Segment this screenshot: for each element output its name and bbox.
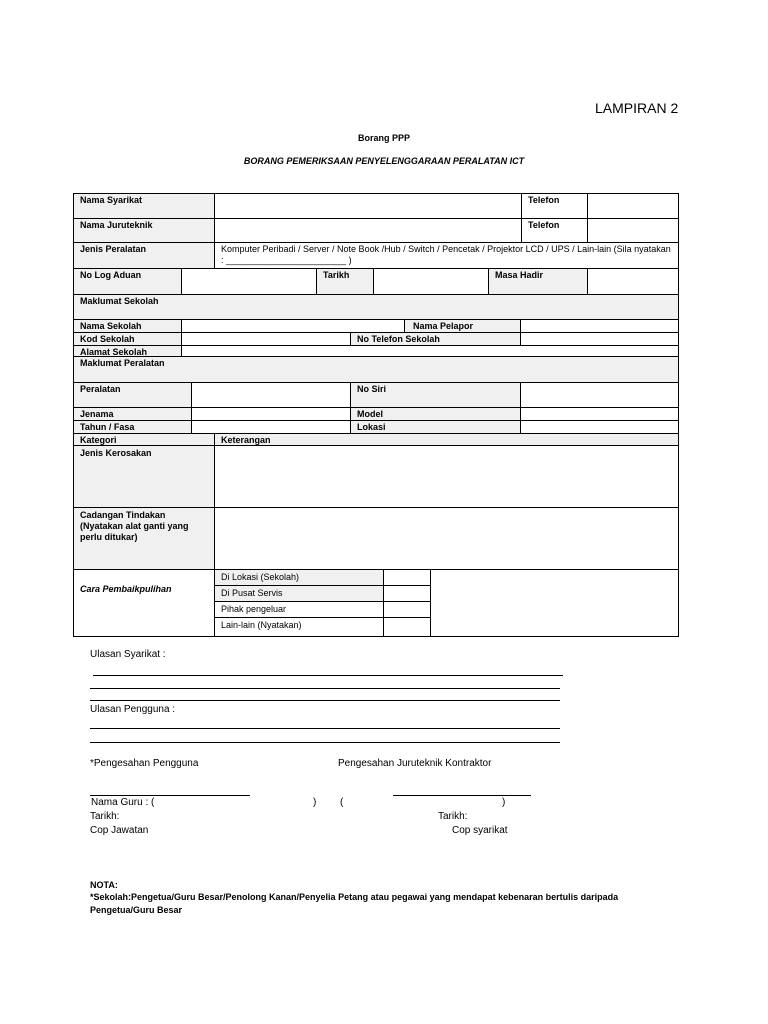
label-peralatan: Peralatan — [73, 382, 192, 408]
label-jenis-peralatan: Jenis Peralatan — [73, 242, 215, 269]
label-jenama: Jenama — [73, 407, 192, 421]
juruteknik-open-paren: ( — [340, 797, 344, 808]
checkbox-lain-lain[interactable] — [383, 617, 431, 637]
ulasan-syarikat-line-2[interactable] — [90, 688, 560, 689]
input-jenama[interactable] — [191, 407, 351, 421]
section-maklumat-sekolah: Maklumat Sekolah — [73, 294, 679, 320]
label-keterangan: Keterangan — [214, 433, 679, 446]
input-kod-sekolah[interactable] — [181, 332, 351, 346]
input-tahun-fasa[interactable] — [191, 420, 351, 434]
label-nama-syarikat: Nama Syarikat — [73, 193, 215, 219]
ulasan-syarikat-label: Ulasan Syarikat : — [90, 649, 166, 660]
ulasan-syarikat-line-3[interactable] — [90, 700, 560, 701]
inspection-form-table — [73, 193, 679, 637]
label-tahun-fasa: Tahun / Fasa — [73, 420, 192, 434]
checkbox-di-lokasi[interactable] — [383, 569, 431, 586]
ulasan-pengguna-line-2[interactable] — [90, 742, 560, 743]
form-title: BORANG PEMERIKSAAN PENYELENGGARAAN PERALATAN ICT — [243, 156, 525, 166]
checkbox-pusat-servis[interactable] — [383, 585, 431, 602]
label-no-log-aduan: No Log Aduan — [73, 268, 182, 295]
label-no-telefon-sekolah: No Telefon Sekolah — [350, 332, 521, 346]
input-telefon-2[interactable] — [587, 218, 679, 243]
label-alamat-sekolah: Alamat Sekolah — [73, 345, 182, 357]
input-nama-juruteknik[interactable] — [214, 218, 522, 243]
label-lokasi: Lokasi — [350, 420, 521, 434]
label-masa-hadir: Masa Hadir — [488, 268, 588, 295]
ulasan-syarikat-line-1[interactable] — [93, 675, 563, 676]
nota-line-2: Pengetua/Guru Besar — [90, 905, 183, 915]
repair-option-pusat-servis: Di Pusat Servis — [214, 585, 384, 602]
nama-guru-label: Nama Guru : ( — [91, 797, 155, 808]
nota-title: NOTA: — [90, 880, 118, 890]
pengesahan-juruteknik-label: Pengesahan Juruteknik Kontraktor — [338, 758, 492, 769]
checkbox-pihak-pengeluar[interactable] — [383, 601, 431, 618]
input-tarikh[interactable] — [373, 268, 489, 295]
label-kod-sekolah: Kod Sekolah — [73, 332, 182, 346]
label-model: Model — [350, 407, 521, 421]
input-model[interactable] — [520, 407, 679, 421]
signature-line-pengguna[interactable] — [90, 795, 250, 796]
input-nama-pelapor[interactable] — [520, 319, 679, 333]
cop-syarikat-label: Cop syarikat — [452, 825, 508, 836]
input-no-telefon-sekolah[interactable] — [520, 332, 679, 346]
input-peralatan[interactable] — [191, 382, 351, 408]
label-cara-pembaikpulihan: Cara Pembaikpulihan — [73, 569, 215, 637]
form-code: Borang PPP — [357, 133, 410, 143]
lampiran-label: LAMPIRAN 2 — [595, 100, 679, 116]
label-tarikh: Tarikh — [316, 268, 374, 295]
jenis-peralatan-options[interactable]: Komputer Peribadi / Server / Note Book /Hub / Switch / Pencetak / Projektor LCD / UPS / Lain-lain (Sila nyatakan : ________________________ ) — [214, 242, 679, 269]
label-kategori: Kategori — [73, 433, 215, 446]
label-jenis-kerosakan: Jenis Kerosakan — [73, 445, 215, 508]
label-nama-sekolah: Nama Sekolah — [73, 319, 182, 333]
label-nama-pelapor: Nama Pelapor — [404, 319, 521, 333]
label-no-siri: No Siri — [350, 382, 521, 408]
repair-option-pihak-pengeluar: Pihak pengeluar — [214, 601, 384, 618]
tarikh-pengguna-label: Tarikh: — [90, 811, 120, 822]
tarikh-juruteknik-label: Tarikh: — [438, 811, 468, 822]
input-no-log-aduan[interactable] — [181, 268, 317, 295]
pengesahan-pengguna-label: *Pengesahan Pengguna — [90, 758, 199, 769]
input-lokasi[interactable] — [520, 420, 679, 434]
section-maklumat-peralatan: Maklumat Peralatan — [73, 356, 679, 383]
input-nama-syarikat[interactable] — [214, 193, 522, 219]
label-telefon-1: Telefon — [521, 193, 588, 219]
input-jenis-kerosakan[interactable] — [214, 445, 679, 508]
cop-jawatan-label: Cop Jawatan — [90, 825, 149, 836]
label-cadangan-tindakan: Cadangan Tindakan (Nyatakan alat ganti yang perlu ditukar) — [73, 507, 215, 570]
label-nama-juruteknik: Nama Juruteknik — [73, 218, 215, 243]
input-no-siri[interactable] — [520, 382, 679, 408]
input-cadangan-tindakan[interactable] — [214, 507, 679, 570]
repair-option-di-lokasi: Di Lokasi (Sekolah) — [214, 569, 384, 586]
label-telefon-2: Telefon — [521, 218, 588, 243]
juruteknik-close-paren: ) — [502, 797, 506, 808]
nama-guru-close-paren: ) — [313, 797, 317, 808]
ulasan-pengguna-label: Ulasan Pengguna : — [90, 704, 176, 715]
nota-line-1: *Sekolah:Pengetua/Guru Besar/Penolong Kanan/Penyelia Petang atau pegawai yang mendapat kebenaran bertulis daripada — [90, 892, 619, 902]
input-telefon-1[interactable] — [587, 193, 679, 219]
input-masa-hadir[interactable] — [587, 268, 679, 295]
repair-option-lain-lain: Lain-lain (Nyatakan) — [214, 617, 384, 637]
signature-line-juruteknik[interactable] — [393, 795, 531, 796]
input-nama-sekolah[interactable] — [181, 319, 405, 333]
ulasan-pengguna-line-1[interactable] — [90, 728, 560, 729]
